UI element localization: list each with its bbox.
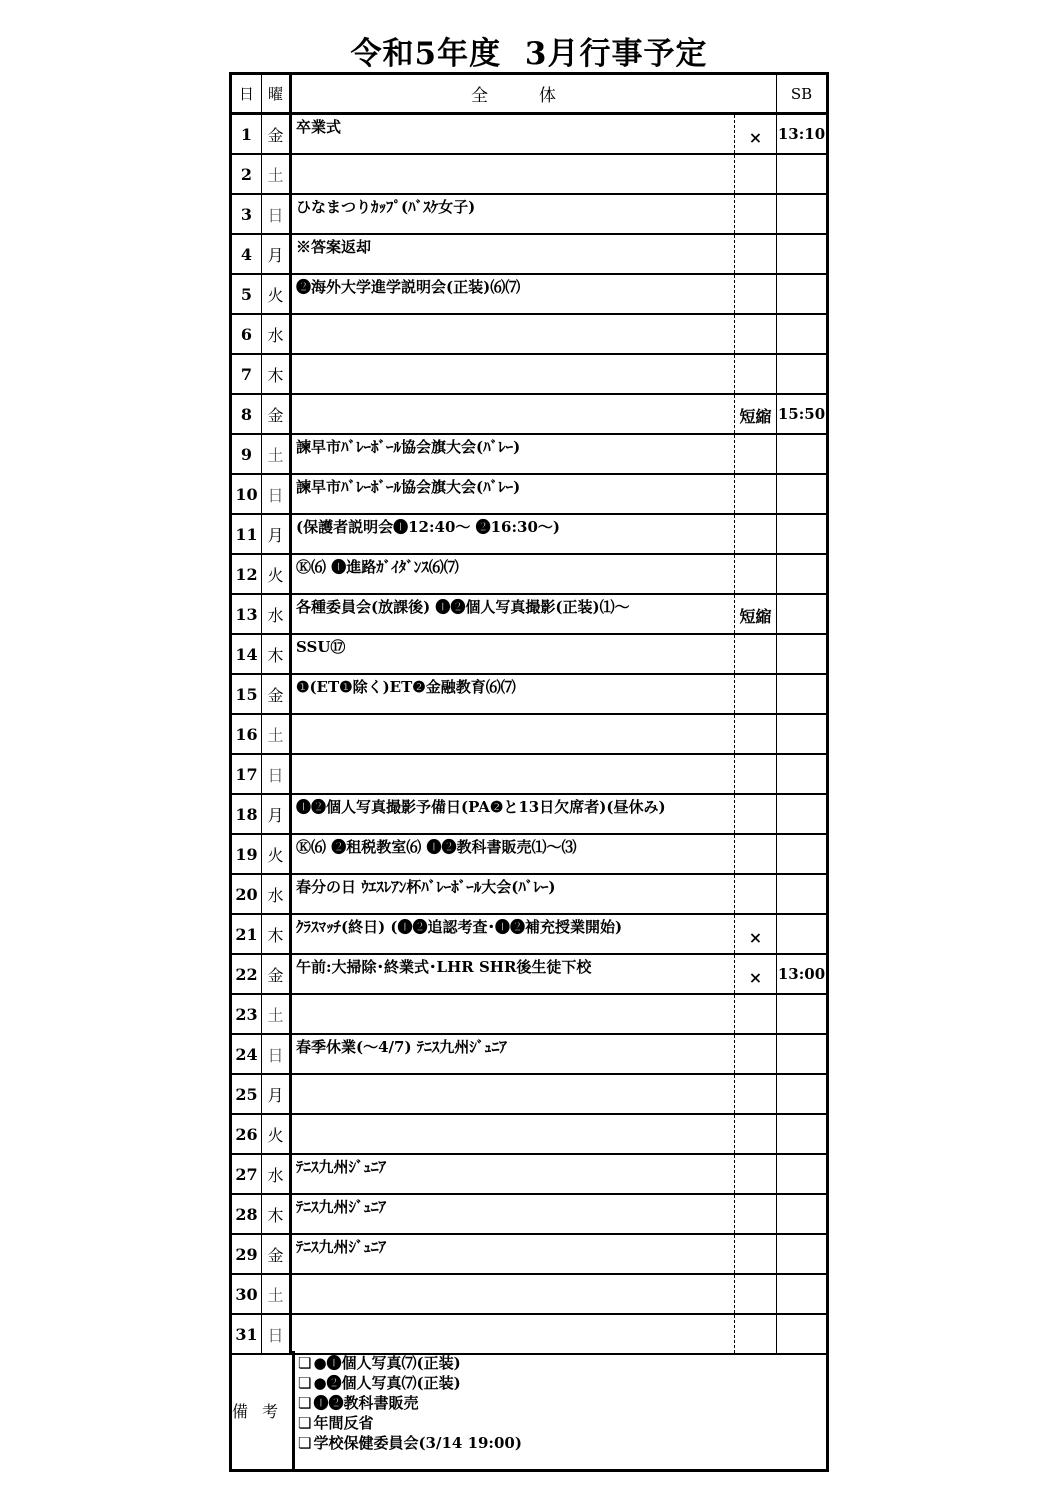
- event-cell: [292, 755, 735, 793]
- table-row: [232, 715, 826, 755]
- mark-cell: [735, 315, 777, 353]
- sb-cell: [777, 675, 826, 713]
- day-cell: 3: [232, 195, 262, 233]
- mark-cell: [735, 1035, 777, 1073]
- day-cell: 19: [232, 835, 262, 873]
- header-sb: SB: [790, 84, 813, 103]
- event-cell: ひなまつりｶｯﾌﾟ(ﾊﾞｽｹ女子): [292, 195, 735, 233]
- mark-cell: [735, 195, 777, 233]
- day-cell: 29: [232, 1235, 262, 1273]
- event-cell: 諫早市ﾊﾞﾚｰﾎﾞｰﾙ協会旗大会(ﾊﾞﾚｰ): [292, 475, 735, 513]
- sb-cell: [777, 835, 826, 873]
- day-cell: 28: [232, 1195, 262, 1233]
- note-item: ❏ 学校保健委員会(3/14 19:00): [298, 1433, 522, 1453]
- weekday-cell: 金: [262, 115, 292, 153]
- sb-cell: [777, 355, 826, 393]
- header-mark: [735, 75, 777, 112]
- sb-cell: [777, 1155, 826, 1193]
- event-cell: 卒業式: [292, 115, 735, 153]
- weekday-cell: 火: [262, 1115, 292, 1153]
- note-item: ❏ ●❷個人写真⑺(正装): [298, 1373, 522, 1393]
- day-cell: 12: [232, 555, 262, 593]
- sb-cell: [777, 1235, 826, 1273]
- header-day: 日: [232, 75, 262, 112]
- mark-cell: [735, 1115, 777, 1153]
- event-cell: ❶(ET❶除く)ET❷金融教育⑹⑺: [292, 675, 735, 713]
- table-row: [232, 795, 826, 835]
- table-row: [232, 1115, 826, 1155]
- mark-cell: [735, 875, 777, 913]
- sb-cell: [777, 595, 826, 633]
- header-all: 全 体: [471, 86, 556, 106]
- table-row: [232, 515, 826, 555]
- event-cell: [292, 155, 735, 193]
- day-cell: 18: [232, 795, 262, 833]
- table-row: [232, 1155, 826, 1195]
- event-cell: [292, 315, 735, 353]
- event-cell: 諫早市ﾊﾞﾚｰﾎﾞｰﾙ協会旗大会(ﾊﾞﾚｰ): [292, 435, 735, 473]
- mark-cell: [735, 475, 777, 513]
- day-cell: 25: [232, 1075, 262, 1113]
- mark-cell: [735, 795, 777, 833]
- table-row: [232, 315, 826, 355]
- weekday-cell: 金: [262, 955, 292, 993]
- day-cell: 10: [232, 475, 262, 513]
- mark-cell: [735, 835, 777, 873]
- table-row: [232, 955, 826, 995]
- note-item: ❏ ●❶個人写真⑺(正装): [298, 1353, 522, 1373]
- event-cell: SSU⑰: [292, 635, 735, 673]
- table-row: [232, 1235, 826, 1275]
- day-cell: 27: [232, 1155, 262, 1193]
- sb-cell: [777, 155, 826, 193]
- day-cell: 15: [232, 675, 262, 713]
- weekday-cell: 日: [262, 475, 292, 513]
- weekday-cell: 木: [262, 1195, 292, 1233]
- day-cell: 20: [232, 875, 262, 913]
- sb-cell: [777, 195, 826, 233]
- event-cell: ﾃﾆｽ九州ｼﾞｭﾆｱ: [292, 1195, 735, 1233]
- table-row: [232, 395, 826, 435]
- sb-cell: [777, 715, 826, 753]
- weekday-cell: 火: [262, 835, 292, 873]
- schedule-table: [229, 72, 829, 1472]
- day-cell: 1: [232, 115, 262, 153]
- sb-cell: [777, 635, 826, 673]
- event-cell: [292, 355, 735, 393]
- day-cell: 31: [232, 1315, 262, 1353]
- sb-cell: [777, 315, 826, 353]
- weekday-cell: 水: [262, 1155, 292, 1193]
- weekday-cell: 土: [262, 435, 292, 473]
- table-row: [232, 635, 826, 675]
- table-row: [232, 555, 826, 595]
- weekday-cell: 土: [262, 1275, 292, 1313]
- event-cell: [292, 995, 735, 1033]
- sb-cell: [777, 435, 826, 473]
- event-cell: ﾃﾆｽ九州ｼﾞｭﾆｱ: [292, 1235, 735, 1273]
- day-cell: 17: [232, 755, 262, 793]
- weekday-cell: 月: [262, 795, 292, 833]
- event-cell: 各種委員会(放課後) ❶❷個人写真撮影(正装)⑴～: [292, 595, 735, 633]
- mark-cell: ×: [735, 915, 777, 953]
- day-cell: 2: [232, 155, 262, 193]
- mark-cell: [735, 755, 777, 793]
- notes-label: 備考: [232, 1351, 295, 1469]
- sb-cell: [777, 1315, 826, 1353]
- sb-cell: [777, 515, 826, 553]
- day-cell: 14: [232, 635, 262, 673]
- day-cell: 24: [232, 1035, 262, 1073]
- table-row: [232, 475, 826, 515]
- note-item: ❏ ❶❷教科書販売: [298, 1393, 522, 1413]
- day-cell: 6: [232, 315, 262, 353]
- weekday-cell: 月: [262, 1075, 292, 1113]
- sb-cell: 13:10: [777, 125, 826, 143]
- mark-cell: [735, 235, 777, 273]
- sb-cell: [777, 475, 826, 513]
- mark-cell: 短縮: [735, 395, 777, 433]
- mark-cell: [735, 1275, 777, 1313]
- sb-cell: [777, 795, 826, 833]
- weekday-cell: 水: [262, 875, 292, 913]
- event-cell: [292, 1275, 735, 1313]
- day-cell: 16: [232, 715, 262, 753]
- table-row: [232, 835, 826, 875]
- sb-cell: [777, 755, 826, 793]
- table-row: [232, 875, 826, 915]
- mark-cell: [735, 1315, 777, 1353]
- mark-cell: [735, 275, 777, 313]
- mark-cell: [735, 635, 777, 673]
- weekday-cell: 火: [262, 275, 292, 313]
- title-year: 令和5年度: [350, 36, 502, 72]
- sb-cell: [777, 1035, 826, 1073]
- table-row: [232, 195, 826, 235]
- day-cell: 4: [232, 235, 262, 273]
- sb-cell: [777, 555, 826, 593]
- table-row: [232, 1315, 826, 1355]
- mark-cell: [735, 555, 777, 593]
- mark-cell: ×: [735, 955, 777, 993]
- event-cell: [292, 1115, 735, 1153]
- sb-cell: [777, 995, 826, 1033]
- sb-cell: [777, 875, 826, 913]
- event-cell: ❶❷個人写真撮影予備日(PA❷と13日欠席者)(昼休み): [292, 795, 735, 833]
- day-cell: 30: [232, 1275, 262, 1313]
- table-row: [232, 1035, 826, 1075]
- sb-cell: [777, 1075, 826, 1113]
- mark-cell: 短縮: [735, 595, 777, 633]
- weekday-cell: 土: [262, 715, 292, 753]
- notes-list: [292, 1351, 522, 1453]
- table-row: [232, 155, 826, 195]
- sb-cell: [777, 235, 826, 273]
- sb-cell: [777, 1115, 826, 1153]
- day-cell: 22: [232, 955, 262, 993]
- day-cell: 21: [232, 915, 262, 953]
- day-cell: 8: [232, 395, 262, 433]
- mark-cell: [735, 715, 777, 753]
- event-cell: Ⓚ⑹ ❶進路ｶﾞｲﾀﾞﾝｽ⑹⑺: [292, 555, 735, 593]
- event-cell: [292, 395, 735, 433]
- weekday-cell: 水: [262, 595, 292, 633]
- day-cell: 23: [232, 995, 262, 1033]
- mark-cell: [735, 1235, 777, 1273]
- weekday-cell: 土: [262, 995, 292, 1033]
- day-cell: 7: [232, 355, 262, 393]
- weekday-cell: 日: [262, 195, 292, 233]
- weekday-cell: 日: [262, 1315, 292, 1353]
- table-row: [232, 1275, 826, 1315]
- sb-cell: [777, 915, 826, 953]
- table-row: [232, 235, 826, 275]
- table-header: [232, 75, 826, 115]
- table-row: [232, 275, 826, 315]
- table-row: [232, 435, 826, 475]
- weekday-cell: 金: [262, 675, 292, 713]
- table-row: [232, 115, 826, 155]
- table-row: [232, 595, 826, 635]
- day-cell: 26: [232, 1115, 262, 1153]
- table-row: [232, 1075, 826, 1115]
- weekday-cell: 日: [262, 755, 292, 793]
- weekday-cell: 火: [262, 555, 292, 593]
- event-cell: 午前:大掃除･終業式･LHR SHR後生徒下校: [292, 955, 735, 993]
- mark-cell: [735, 1195, 777, 1233]
- sb-cell: 15:50: [777, 405, 826, 423]
- weekday-cell: 日: [262, 1035, 292, 1073]
- weekday-cell: 月: [262, 235, 292, 273]
- event-cell: 春分の日 ｳｴｽﾚｱﾝ杯ﾊﾞﾚｰﾎﾞｰﾙ大会(ﾊﾞﾚｰ): [292, 875, 735, 913]
- weekday-cell: 水: [262, 315, 292, 353]
- sb-cell: [777, 1275, 826, 1313]
- event-cell: Ⓚ⑹ ❷租税教室⑹ ❶❷教科書販売⑴～⑶: [292, 835, 735, 873]
- mark-cell: [735, 155, 777, 193]
- sb-cell: [777, 275, 826, 313]
- mark-cell: [735, 1155, 777, 1193]
- weekday-cell: 木: [262, 915, 292, 953]
- event-cell: ❷海外大学進学説明会(正装)⑹⑺: [292, 275, 735, 313]
- event-cell: [292, 715, 735, 753]
- weekday-cell: 月: [262, 515, 292, 553]
- mark-cell: [735, 355, 777, 393]
- title-month: 3月行事予定: [524, 36, 708, 72]
- table-row: [232, 675, 826, 715]
- event-cell: [292, 1075, 735, 1113]
- table-row: [232, 995, 826, 1035]
- weekday-cell: 金: [262, 1235, 292, 1273]
- day-cell: 5: [232, 275, 262, 313]
- table-row: [232, 755, 826, 795]
- event-cell: ｸﾗｽﾏｯﾁ(終日) (❶❷追認考査･❶❷補充授業開始): [292, 915, 735, 953]
- sb-cell: [777, 1195, 826, 1233]
- weekday-cell: 金: [262, 395, 292, 433]
- event-cell: ※答案返却: [292, 235, 735, 273]
- table-row: [232, 355, 826, 395]
- sb-cell: 13:00: [777, 965, 826, 983]
- table-row: [232, 915, 826, 955]
- mark-cell: [735, 515, 777, 553]
- mark-cell: [735, 995, 777, 1033]
- mark-cell: [735, 435, 777, 473]
- event-cell: ﾃﾆｽ九州ｼﾞｭﾆｱ: [292, 1155, 735, 1193]
- event-cell: [292, 1315, 735, 1353]
- mark-cell: [735, 1075, 777, 1113]
- event-cell: (保護者説明会❶12:40～ ❷16:30～): [292, 515, 735, 553]
- header-dow: 曜: [262, 75, 292, 112]
- page-title: [0, 28, 1058, 73]
- day-cell: 9: [232, 435, 262, 473]
- weekday-cell: 土: [262, 155, 292, 193]
- weekday-cell: 木: [262, 355, 292, 393]
- weekday-cell: 木: [262, 635, 292, 673]
- note-item: ❏ 年間反省: [298, 1413, 522, 1433]
- day-cell: 11: [232, 515, 262, 553]
- mark-cell: ×: [735, 115, 777, 153]
- day-cell: 13: [232, 595, 262, 633]
- notes-section: [232, 1351, 826, 1469]
- mark-cell: [735, 675, 777, 713]
- table-row: [232, 1195, 826, 1235]
- event-cell: 春季休業(～4/7) ﾃﾆｽ九州ｼﾞｭﾆｱ: [292, 1035, 735, 1073]
